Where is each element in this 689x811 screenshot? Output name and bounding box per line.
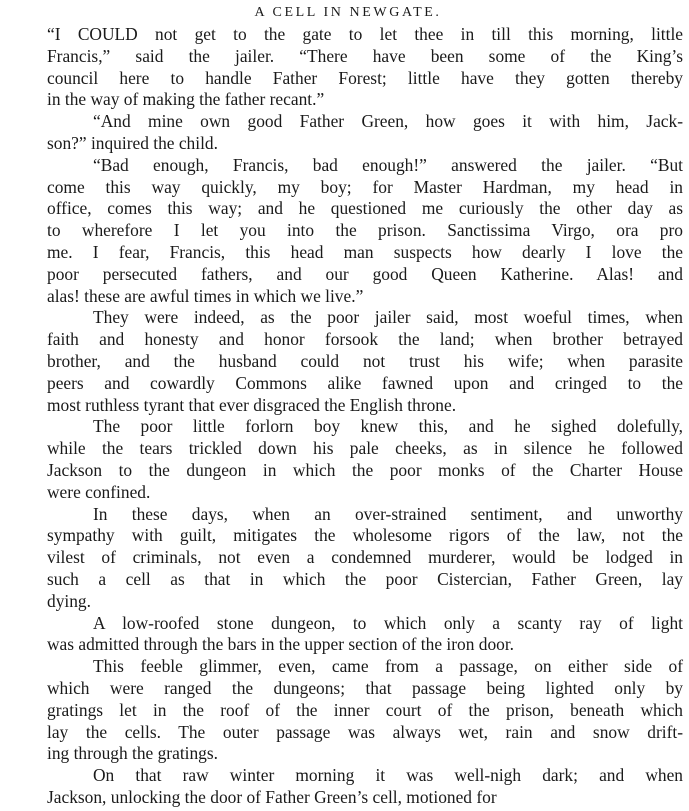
- text-line: The poor little forlorn boy knew this, and he sighed dolefully,: [93, 416, 683, 437]
- paragraph: [13, 613, 683, 657]
- text-line: most ruthless tyrant that ever disgraced the English throne.: [47, 394, 457, 415]
- text-line: which were ranged the dungeons; that passage being lighted only by: [47, 677, 683, 698]
- text-line: alas! these are awful times in which we live.”: [47, 285, 364, 306]
- chapter-heading: A CELL IN NEWGATE.: [254, 5, 442, 20]
- text-line: Jackson, unlocking the door of Father Green’s cell, motioned for: [47, 786, 497, 807]
- text-line: such a cell as that in which the poor Cistercian, Father Green, lay: [47, 568, 683, 589]
- text-line: Francis,” said the jailer. “There have been some of the King’s: [47, 45, 683, 66]
- text-line: poor persecuted fathers, and our good Queen Katherine. Alas! and: [47, 263, 683, 284]
- body-text: [13, 24, 683, 809]
- text-line: faith and honesty and honor forsook the land; when brother betrayed: [47, 329, 683, 350]
- text-line: to wherefore I let you into the prison. Sanctissima Virgo, ora pro: [47, 220, 683, 241]
- text-line: come this way quickly, my boy; for Master Hardman, my head in: [47, 176, 683, 197]
- text-line: in the way of making the father recant.”: [47, 89, 325, 110]
- paragraph: [13, 155, 683, 308]
- paragraph: [13, 504, 683, 613]
- text-line: while the tears trickled down his pale cheeks, as in silence he followed: [47, 438, 683, 459]
- text-line: was admitted through the bars in the upper section of the iron door.: [47, 634, 515, 655]
- text-line: peers and cowardly Commons alike fawned upon and cringed to the: [47, 372, 683, 393]
- text-line: office, comes this way; and he questioned me curiously the other day as: [47, 198, 683, 219]
- text-line: “And mine own good Father Green, how goes it with him, Jack-: [93, 111, 683, 132]
- text-line: brother, and the husband could not trust his wife; when parasite: [47, 350, 683, 371]
- text-line: sympathy with guilt, mitigates the wholesome rigors of the law, not the: [47, 525, 683, 546]
- text-line: council here to handle Father Forest; little have they gotten thereby: [47, 67, 683, 88]
- text-line: A low-roofed stone dungeon, to which only a scanty ray of light: [93, 612, 683, 633]
- text-line: vilest of criminals, not even a condemned murderer, would be lodged in: [47, 547, 683, 568]
- text-line: “Bad enough, Francis, bad enough!” answered the jailer. “But: [93, 154, 683, 175]
- text-line: They were indeed, as the poor jailer said, most woeful times, when: [93, 307, 683, 328]
- paragraph: [13, 24, 683, 111]
- paragraph: [13, 416, 683, 503]
- text-line: me. I fear, Francis, this head man suspects how dearly I love the: [47, 241, 683, 262]
- text-line: gratings let in the roof of the inner court of the prison, beneath which: [47, 699, 683, 720]
- text-line: This feeble glimmer, even, came from a passage, on either side of: [93, 656, 683, 677]
- text-line: Jackson to the dungeon in which the poor monks of the Charter House: [47, 459, 683, 480]
- text-line: On that raw winter morning it was well-nigh dark; and when: [93, 765, 683, 786]
- text-line: In these days, when an over-strained sentiment, and unworthy: [93, 503, 683, 524]
- paragraph: [13, 656, 683, 765]
- text-line: were confined.: [47, 481, 151, 502]
- text-line: “I COULD not get to the gate to let thee in till this morning, little: [47, 24, 683, 44]
- text-line: ing through the gratings.: [47, 743, 218, 764]
- paragraph: [13, 111, 683, 155]
- text-line: lay the cells. The outer passage was always wet, rain and snow drift-: [47, 721, 683, 742]
- paragraph: [13, 765, 683, 809]
- paragraph: [13, 307, 683, 416]
- text-line: son?” inquired the child.: [47, 132, 218, 153]
- text-line: dying.: [47, 590, 91, 611]
